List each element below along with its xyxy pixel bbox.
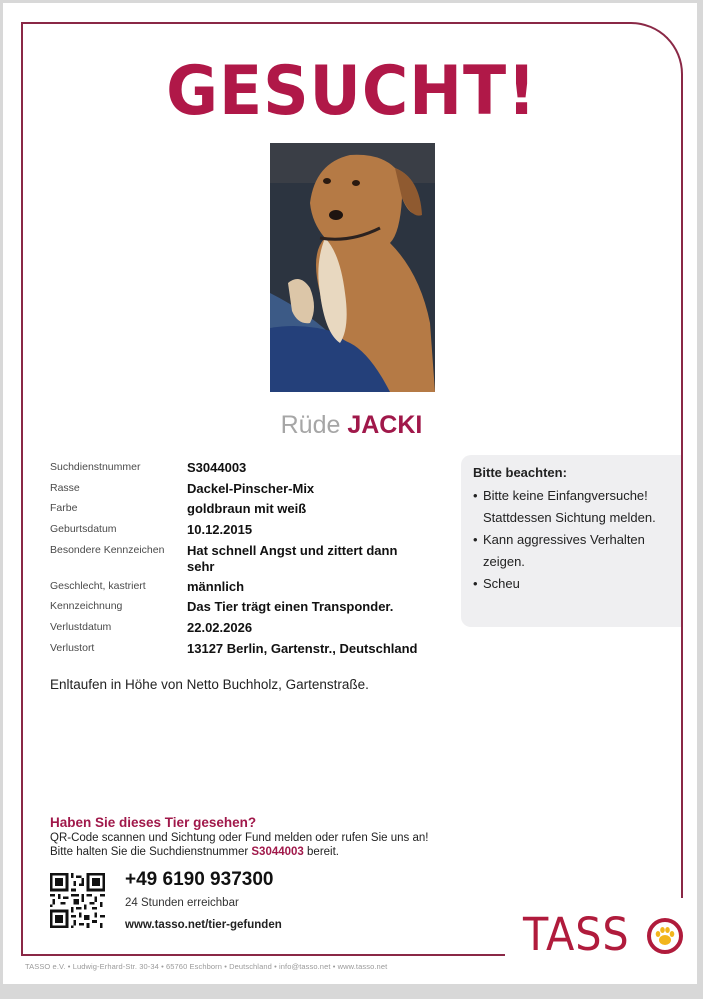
detail-label: Verlustort [50, 641, 95, 654]
hint-item: • Scheu [473, 573, 671, 595]
details-table [50, 458, 450, 660]
detail-row-sex [50, 577, 450, 598]
frame-border-top [21, 22, 631, 24]
cta-line-1: QR-Code scannen und Sichtung oder Fund melden oder rufen Sie uns an! [50, 832, 429, 844]
detail-row-breed [50, 479, 450, 500]
detail-value: S3044003 [187, 460, 247, 475]
cta-search-number: S3044003 [251, 846, 304, 858]
logo-text: TASS [523, 908, 630, 961]
detail-row-loss-location [50, 639, 450, 660]
detail-label: Besondere Kennzeichen [50, 543, 165, 556]
call-to-action [50, 815, 428, 859]
poster-title: GESUCHT! [166, 52, 537, 131]
frame-border-right [681, 80, 683, 898]
contact-url-link[interactable]: www.tasso.net/tier-gefunden [125, 919, 282, 931]
detail-value: 10.12.2015 [187, 522, 253, 538]
hint-item: • Kann aggressives Verhalten zeigen. [473, 529, 671, 573]
cta-line-2 [50, 845, 428, 859]
loss-note: Enltaufen in Höhe von Netto Buchholz, Gartenstraße. [50, 677, 369, 692]
detail-value: männlich [187, 578, 245, 594]
dog-photo [270, 143, 435, 392]
animal-name: JACKI [347, 411, 423, 439]
detail-row-loss-date [50, 618, 450, 639]
detail-label: Rasse [50, 481, 80, 494]
contact-availability: 24 Stunden erreichbar [125, 897, 239, 909]
paw-icon [647, 918, 683, 954]
frame-border-bottom [21, 954, 505, 956]
detail-label: Kennzeichnung [50, 600, 123, 613]
cta-line-2-prefix: Bitte halten Sie die Suchdienstnummer [50, 846, 252, 858]
detail-label: Verlustdatum [50, 621, 112, 634]
detail-row-search-number [50, 458, 450, 479]
detail-value: Dackel-Pinscher-Mix [187, 480, 315, 496]
animal-name-line [0, 408, 703, 442]
cta-line-2-suffix: bereit. [303, 846, 339, 858]
detail-label: Suchdienstnummer [50, 461, 141, 473]
hint-box [461, 455, 681, 627]
animal-sex: Rüde [280, 411, 341, 439]
qr-code-icon[interactable] [50, 873, 105, 928]
detail-row-identification [50, 597, 450, 618]
frame-border-left [21, 22, 23, 956]
detail-value: 22.02.2026 [187, 620, 253, 636]
cta-question: Haben Sie dieses Tier gesehen? [50, 815, 257, 830]
detail-value: Das Tier trägt einen Transponder. [187, 599, 394, 615]
hint-item: • Bitte keine Einfangversuche! Stattdessen Sichtung melden. [473, 485, 671, 529]
detail-row-birthdate [50, 520, 450, 541]
footer-address: TASSO e.V. • Ludwig-Erhard-Str. 30-34 • 65760 Eschborn • Deutschland • info@tasso.net • www.tasso.net [25, 962, 388, 971]
detail-value: goldbraun mit weiß [187, 501, 307, 517]
hint-list [473, 485, 671, 595]
detail-row-color [50, 499, 450, 520]
hint-title: Bitte beachten: [473, 465, 567, 480]
detail-row-special-marks [50, 541, 450, 577]
detail-value: 13127 Berlin, Gartenstr., Deutschland [187, 640, 418, 656]
detail-label: Geburtsdatum [50, 523, 117, 536]
detail-label: Farbe [50, 502, 78, 515]
detail-value: Hat schnell Angst und zittert dann sehr [187, 542, 398, 574]
detail-label: Geschlecht, kastriert [50, 579, 146, 592]
contact-phone[interactable]: +49 6190 937300 [125, 869, 274, 890]
tasso-logo [523, 910, 639, 960]
